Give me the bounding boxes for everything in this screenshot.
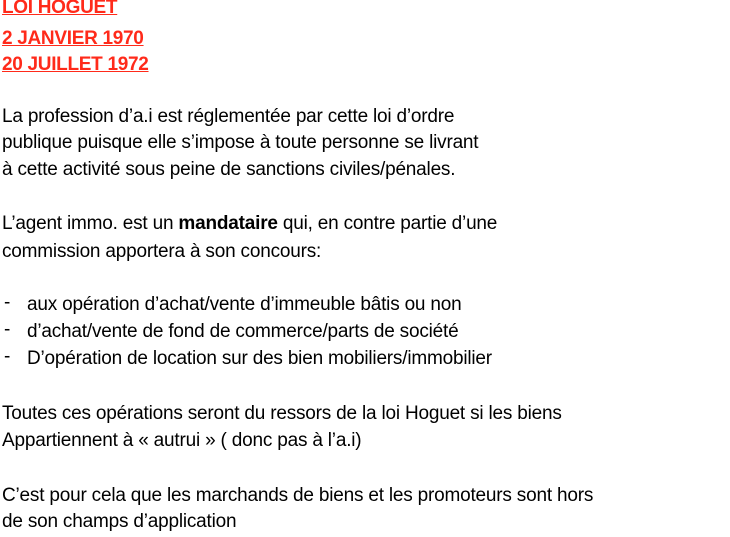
heading-date-2: 20 JUILLET 1972: [2, 54, 149, 75]
bullet-item-2: d’achat/vente de fond de commerce/parts de société: [27, 321, 459, 342]
paragraph-3-line-1: Toutes ces opérations seront du ressors de la loi Hoguet si les biens: [2, 403, 562, 424]
paragraph-2-line-2: commission apportera à son concours:: [2, 241, 322, 262]
paragraph-2-text-after: qui, en contre partie d’une: [277, 213, 498, 234]
bullet-item-3: D’opération de location sur des bien mobiliers/immobilier: [27, 348, 492, 369]
paragraph-4-line-1: C’est pour cela que les marchands de biens et les promoteurs sont hors: [2, 485, 594, 506]
heading-law-name: LOI HOGUET: [2, 0, 118, 18]
paragraph-4-line-2: de son champs d’application: [2, 511, 237, 532]
paragraph-1-line-3: à cette activité sous peine de sanctions civiles/pénales.: [2, 159, 456, 180]
bullet-dash-1: -: [4, 292, 11, 313]
paragraph-2-line-1: [2, 212, 497, 236]
paragraph-3-line-2: Appartiennent à « autrui » ( donc pas à l’a.i): [2, 430, 362, 451]
paragraph-2-text-before: L’agent immo. est un: [2, 213, 179, 234]
bullet-dash-3: -: [4, 346, 11, 367]
bullet-dash-2: -: [4, 319, 11, 340]
heading-date-1: 2 JANVIER 1970: [2, 28, 144, 49]
paragraph-1-line-1: La profession d’a.i est réglementée par cette loi d’ordre: [2, 106, 455, 127]
paragraph-1-line-2: publique puisque elle s’impose à toute personne se livrant: [2, 132, 479, 153]
mandataire-term: mandataire: [178, 213, 278, 234]
bullet-item-1: aux opération d’achat/vente d’immeuble bâtis ou non: [27, 294, 462, 315]
